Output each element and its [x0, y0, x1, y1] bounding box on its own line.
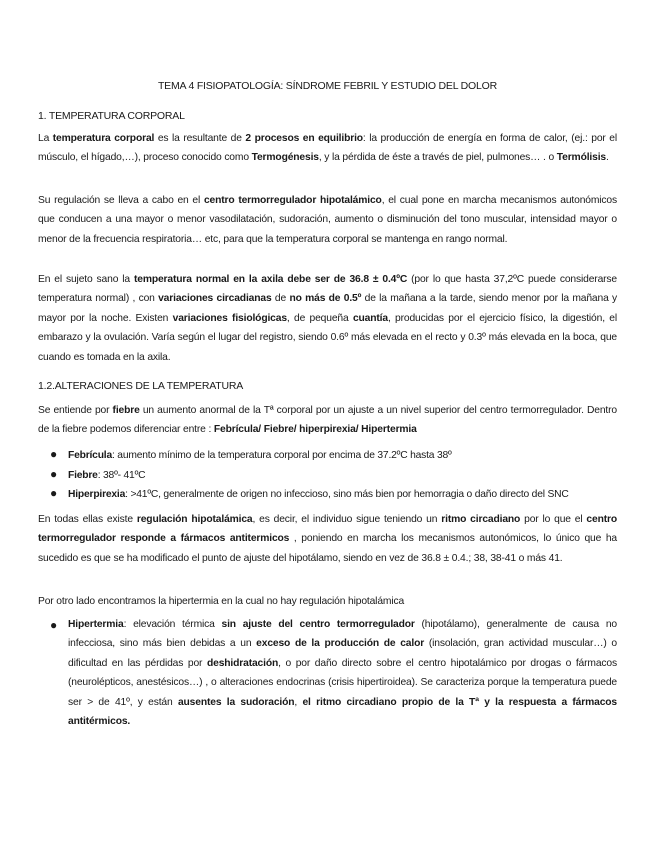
bullet-hipertermia: [68, 615, 617, 731]
paragraph-sujeto-sano: [38, 270, 617, 367]
text: : elevación térmica: [123, 619, 222, 630]
bold-text: Termólisis: [556, 152, 606, 164]
bold-text: temperatura normal en la axila debe ser de 36.8 ± 0.4ºC: [133, 274, 408, 285]
bold-text: Fiebre: [68, 470, 98, 481]
text: Su regulación se lleva a cabo en el: [38, 195, 204, 206]
text: .: [606, 152, 609, 164]
bold-text: variaciones circadianas: [158, 293, 272, 305]
bold-text: Febrícula/ Fiebre/ hiperpirexia/ Hipertermia: [213, 424, 417, 436]
paragraph-regulacion-hipotalamica: [38, 510, 617, 568]
bullet-icon: ●: [50, 486, 58, 500]
bullet-hiperpirexia: [50, 486, 569, 500]
text: , de pequeña: [286, 312, 353, 324]
bullet-fiebre: [50, 467, 145, 481]
paragraph-regulacion: [38, 191, 617, 249]
section-heading-temperatura: 1. TEMPERATURA CORPORAL: [38, 110, 185, 122]
text: : 38º- 41ºC: [97, 470, 146, 481]
text: Se entiende por: [38, 405, 113, 416]
bold-text: no más de 0.5º: [289, 293, 362, 305]
paragraph-temperatura-intro: [38, 129, 617, 168]
bold-text: centro termorregulador responde a fármacos antitermicos: [38, 514, 617, 545]
text: , el cual pone en marcha mecanismos autonómicos que conducen a una mayor o menor vasodilatación, sudoración, aumento o disminución del tono muscular, intensidad mayor o menor de la frecuencia respiratoria… etc, para que la temperatura corporal se mantenga en rango normal.: [38, 195, 617, 245]
text: En el sujeto sano la: [38, 274, 134, 285]
text: (por lo que hasta 37,2ºC puede considerarse temperatura normal) , con: [38, 274, 618, 305]
paragraph-fiebre: [38, 401, 617, 440]
section-heading-alteraciones: 1.2.ALTERACIONES DE LA TEMPERATURA: [38, 380, 244, 392]
document-title: TEMA 4 FISIOPATOLOGÍA: SÍNDROME FEBRIL Y ESTUDIO DEL DOLOR: [157, 80, 498, 92]
text: : la producción de energía en forma de calor, (ej.: por el músculo, el hígado,…), proceso conocido como: [38, 133, 617, 164]
text: , y la pérdida de éste a través de piel, pulmones… . o: [318, 152, 557, 164]
text: , producidas por el ejercicio físico, la digestión, el embarazo y la ovulación. Varía según el lugar del registro, siendo 0.6º más elevada en el recto y 0.3º más elevada en la boca, que cuando es tomada en la axila.: [38, 312, 618, 363]
bold-text: sin ajuste del centro termorregulador: [221, 619, 415, 630]
bold-text: cuantía: [352, 312, 388, 324]
bold-text: Termogénesis: [251, 152, 319, 164]
bullet-icon: ●: [50, 447, 58, 461]
bold-text: exceso de la producción de calor: [256, 638, 425, 650]
text: (insolación, gran actividad muscular…) o dificultad en las pérdidas por: [68, 638, 618, 669]
bold-text: Febrícula: [68, 450, 112, 461]
text: En todas ellas existe: [38, 514, 137, 525]
bold-text: centro termorregulador hipotalámico: [203, 195, 382, 206]
bold-text: el ritmo circadiano propio de la Tª y la respuesta a fármacos antitérmicos.: [68, 696, 617, 728]
bullet-icon: ●: [50, 467, 58, 481]
text: de: [271, 293, 290, 305]
text: , o por daño directo sobre el centro hipotalámico por drogas o fármacos (neurolépticos, anestésicos…) , o alteraciones endocrinas (crisis hipertiroidea). Se caracteriza porque la temperatura puede ser > de 41º, y están: [68, 657, 617, 708]
bold-text: Hipertermia: [68, 619, 124, 630]
text: La: [38, 133, 53, 144]
text: : aumento mínimo de la temperatura corporal por encima de 37.2ºC hasta 38º: [111, 450, 452, 461]
bold-text: regulación hipotalámica: [136, 514, 253, 525]
text: de la mañana a la tarde, siendo menor por la mañana y mayor por la noche. Existen: [38, 293, 618, 324]
bold-text: ritmo circadiano: [441, 514, 521, 525]
bullet-icon: ●: [50, 618, 58, 632]
bold-text: deshidratación: [206, 657, 279, 669]
paragraph-hipertermia-intro: Por otro lado encontramos la hipertermia en la cual no hay regulación hipotalámica: [38, 596, 405, 607]
bold-text: ausentes la sudoración: [177, 696, 295, 708]
text: por lo que el: [520, 514, 587, 525]
bold-text: fiebre: [112, 405, 140, 416]
bold-text: 2 procesos en equilibrio: [245, 133, 363, 144]
text: es la resultante de: [154, 133, 246, 144]
bullet-febricula: [50, 447, 452, 461]
bold-text: variaciones fisiológicas: [172, 312, 287, 324]
text: , es decir, el individuo sigue teniendo un: [252, 514, 442, 525]
text: ,: [294, 696, 303, 708]
text: un aumento anormal de la Tª corporal por un ajuste a un nivel superior del centro termorregulador. Dentro de la fiebre podemos diferenciar entre :: [38, 405, 617, 436]
text: : >41ºC, generalmente de origen no infeccioso, sino más bien por hemorragia o daño directo del SNC: [125, 489, 569, 500]
text: (hipotálamo), generalmente de causa no infecciosa, sino más bien debidas a un: [68, 619, 617, 650]
text: , poniendo en marcha los mecanismos autonómicos, lo único que ha sucedido es que se ha modificado el punto de ajuste del hipotálamo, siendo en vez de 36.8 ± 0.4.; 38, 38-41 o más 41.: [38, 533, 617, 564]
bold-text: Hiperpirexia: [68, 489, 126, 500]
bold-text: temperatura corporal: [52, 133, 155, 144]
